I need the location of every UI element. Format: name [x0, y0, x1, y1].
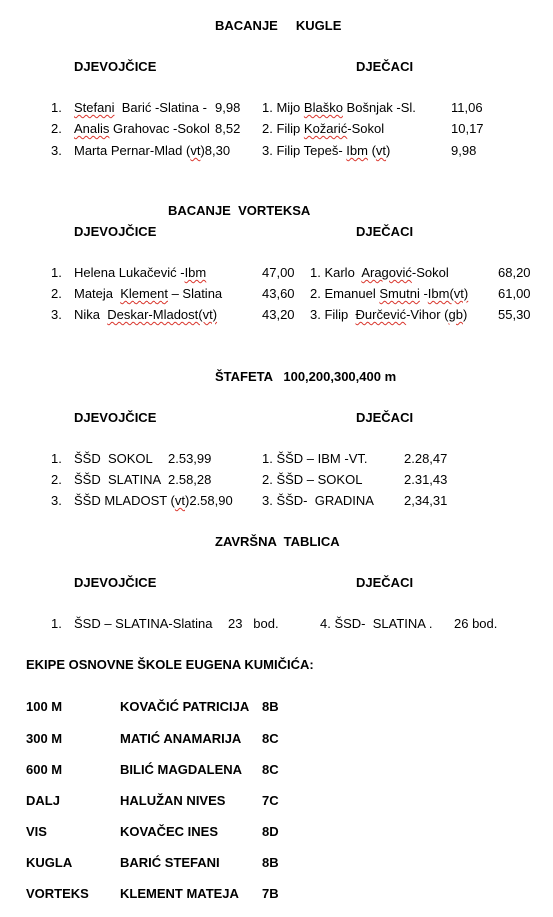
final-boys-points: 26 bod.: [454, 616, 498, 631]
event-cell: 600 M: [26, 762, 63, 777]
result-score: 2.28,47: [404, 451, 448, 466]
result-score: 11,06: [451, 100, 483, 115]
class-cell: 8C: [262, 762, 279, 777]
final-boys-team: 4. ŠSD- SLATINA .: [320, 616, 433, 631]
list-number: 2.: [51, 121, 62, 136]
section-title-relay: ŠTAFETA 100,200,300,400 m: [215, 369, 397, 384]
result-score: 43,60: [262, 286, 295, 301]
athlete-cell: KOVAČEC INES: [120, 824, 218, 839]
result-name: 2. ŠŠD – SOKOL: [262, 472, 363, 487]
result-score: 61,00: [498, 286, 531, 301]
athlete-cell: BILIĆ MAGDALENA: [120, 762, 243, 777]
result-score: 2.58,28: [168, 472, 212, 487]
result-score: 9,98: [215, 100, 241, 115]
class-cell: 7C: [262, 793, 279, 808]
section-title-vortex: BACANJE VORTEKSA: [168, 203, 311, 218]
result-score: 2.53,99: [168, 451, 212, 466]
list-number: 1.: [51, 451, 62, 466]
result-score: 2,34,31: [404, 493, 448, 508]
athlete-cell: KOVAČIĆ PATRICIJA: [120, 699, 250, 714]
result-score: 55,30: [498, 307, 531, 322]
class-cell: 8B: [262, 699, 279, 714]
event-cell: KUGLA: [26, 855, 73, 870]
class-cell: 7B: [262, 886, 279, 901]
result-name: 1. Mijo Blaško Bošnjak -Sl.: [262, 100, 416, 115]
result-name: 3. ŠŠD- GRADINA: [262, 493, 374, 508]
result-name: 3. Filip Đurčević-Vihor (gb): [310, 307, 468, 322]
list-number: 2.: [51, 472, 62, 487]
final-girls-team: ŠSD – SLATINA-Slatina: [74, 616, 213, 631]
result-score: 2.31,43: [404, 472, 448, 487]
school-team-title: EKIPE OSNOVNE ŠKOLE EUGENA KUMIČIĆA:: [26, 657, 314, 672]
list-number: 3.: [51, 307, 62, 322]
result-name: 2. Filip Kožarić-Sokol: [262, 121, 385, 136]
result-score: 43,20: [262, 307, 295, 322]
class-cell: 8B: [262, 855, 279, 870]
event-cell: 300 M: [26, 731, 63, 746]
athlete-cell: KLEMENT MATEJA: [120, 886, 239, 901]
result-name: Nika Deskar-Mladost(vt): [74, 307, 218, 322]
list-number: 1.: [51, 100, 62, 115]
result-name: ŠŠD SLATINA: [74, 472, 162, 487]
list-number: 3.: [51, 493, 62, 508]
list-number: 2.: [51, 286, 62, 301]
event-cell: VIS: [26, 824, 47, 839]
athlete-cell: HALUŽAN NIVES: [120, 793, 226, 808]
list-number: 1.: [51, 616, 62, 631]
result-score: 68,20: [498, 265, 531, 280]
final-girls-points: 23 bod.: [228, 616, 279, 631]
class-cell: 8D: [262, 824, 279, 839]
result-name: 1. ŠŠD – IBM -VT.: [262, 451, 368, 466]
result-name: ŠŠD SOKOL: [74, 451, 153, 466]
section-title-final: ZAVRŠNA TABLICA: [215, 534, 340, 549]
girls-heading: DJEVOJČICE: [74, 224, 157, 239]
girls-heading: DJEVOJČICE: [74, 575, 157, 590]
result-name: Stefani Barić -Slatina -: [74, 100, 207, 115]
result-score: 10,17: [451, 121, 484, 136]
result-score: 9,98: [451, 143, 477, 158]
event-cell: VORTEKS: [26, 886, 89, 901]
result-name: Helena Lukačević -Ibm: [74, 265, 207, 280]
list-number: 3.: [51, 143, 62, 158]
boys-heading: DJEČACI: [356, 224, 414, 239]
result-name: 3. Filip Tepeš- Ibm (vt): [262, 143, 391, 158]
section-title-shot-put: BACANJE KUGLE: [215, 18, 342, 33]
result-name: 2. Emanuel Smutni -Ibm(vt): [310, 286, 469, 301]
event-cell: 100 M: [26, 699, 63, 714]
result-name: 1. Karlo Aragović-Sokol: [310, 265, 449, 280]
event-cell: DALJ: [26, 793, 60, 808]
result-score: 47,00: [262, 265, 295, 280]
result-score: 8,52: [215, 121, 241, 136]
girls-heading: DJEVOJČICE: [74, 410, 157, 425]
girls-heading: DJEVOJČICE: [74, 59, 157, 74]
athlete-cell: BARIĆ STEFANI: [120, 855, 220, 870]
result-name: Mateja Klement – Slatina: [74, 286, 223, 301]
result-name: Analis Grahovac -Sokol: [74, 121, 210, 136]
boys-heading: DJEČACI: [356, 59, 414, 74]
boys-heading: DJEČACI: [356, 410, 414, 425]
boys-heading: DJEČACI: [356, 575, 414, 590]
list-number: 1.: [51, 265, 62, 280]
class-cell: 8C: [262, 731, 279, 746]
result-name: Marta Pernar-Mlad (vt)8,30: [74, 143, 231, 158]
athlete-cell: MATIĆ ANAMARIJA: [120, 731, 242, 746]
result-name: ŠŠD MLADOST (vt)2.58,90: [74, 493, 233, 508]
